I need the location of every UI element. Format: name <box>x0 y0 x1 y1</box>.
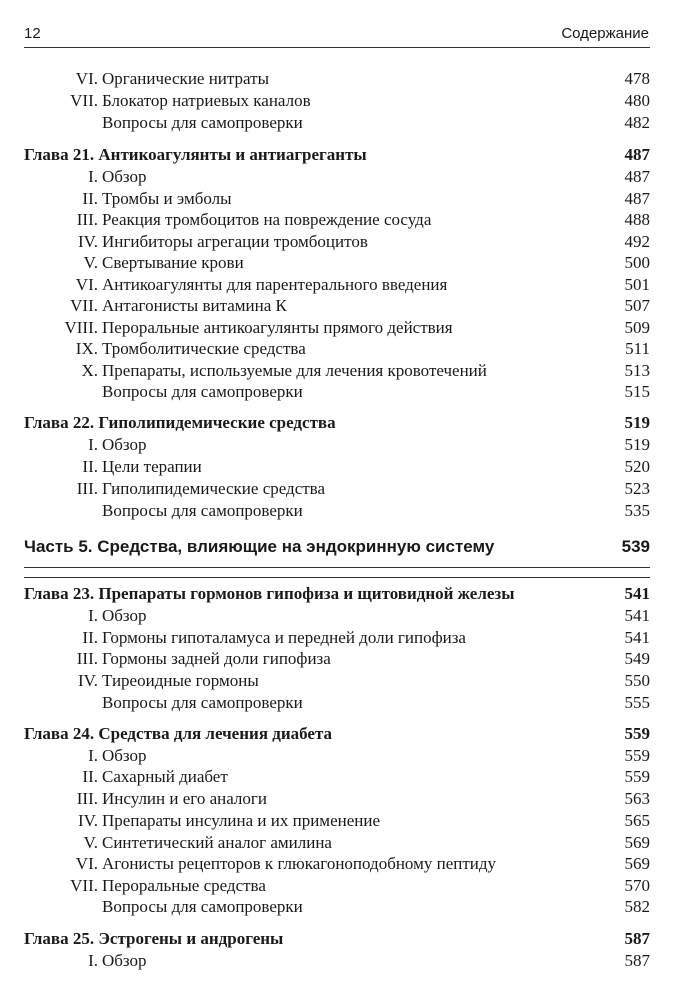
toc-page-number: 559 <box>624 767 650 786</box>
toc-item-number: VII. <box>70 296 98 315</box>
toc-page-number: 587 <box>624 951 650 970</box>
toc-page-number: 488 <box>624 210 650 229</box>
toc-item <box>24 810 650 832</box>
toc-page-number: 539 <box>621 537 650 556</box>
toc-item <box>24 788 650 810</box>
toc-page-number: 569 <box>624 833 650 852</box>
toc-entry-title: Тромбы и эмболы <box>102 189 232 208</box>
toc-entry-title: Гормоны задней доли гипофиза <box>102 649 331 668</box>
toc-page-number: 541 <box>624 606 650 625</box>
toc-entry-title: Вопросы для самопроверки <box>102 113 303 132</box>
toc-item-number: II. <box>82 457 98 476</box>
toc-page-number: 549 <box>624 649 650 668</box>
toc-item-number: V. <box>83 253 98 272</box>
toc-entry-title: Пероральные средства <box>102 876 266 895</box>
toc-item <box>24 832 650 854</box>
toc-entry-title: Свертывание крови <box>102 253 244 272</box>
toc-item-number: III. <box>76 210 98 229</box>
toc-item <box>24 456 650 478</box>
toc-item-number: IX. <box>75 339 98 358</box>
toc-page-number: 478 <box>624 69 650 88</box>
toc-item-number: I. <box>88 435 98 454</box>
toc-item-number: I. <box>88 951 98 970</box>
toc-page-number: 550 <box>624 671 650 690</box>
toc-entry-title: Реакция тромбоцитов на повреждение сосуда <box>102 210 432 229</box>
toc-item-number: I. <box>88 606 98 625</box>
toc-item-number: III. <box>76 649 98 668</box>
toc-entry-title: Гормоны гипоталамуса и передней доли гипофиза <box>102 628 466 647</box>
toc-entry-title: Глава 25. Эстрогены и андрогены <box>24 929 284 948</box>
toc-part <box>24 536 650 558</box>
toc-entry-title: Блокатор натриевых каналов <box>102 91 311 110</box>
toc-entry-title: Вопросы для самопроверки <box>102 382 303 401</box>
toc-page-number: 500 <box>624 253 650 272</box>
toc-page-number: 520 <box>624 457 650 476</box>
toc-item-number: II. <box>82 767 98 786</box>
toc-entry-title: Вопросы для самопроверки <box>102 693 303 712</box>
toc-page-number: 582 <box>624 897 650 916</box>
toc-page-number: 523 <box>624 479 650 498</box>
header-rule <box>24 47 650 48</box>
toc-chapter <box>24 723 650 745</box>
toc-item <box>24 252 650 274</box>
toc-item <box>24 274 650 296</box>
toc-entry-title: Вопросы для самопроверки <box>102 897 303 916</box>
toc-item <box>24 692 650 714</box>
toc-item <box>24 627 650 649</box>
toc-entry-title: Ингибиторы агрегации тромбоцитов <box>102 232 368 251</box>
toc-page-number: 509 <box>624 318 650 337</box>
toc-page-number: 513 <box>624 361 650 380</box>
toc-item-number: III. <box>76 789 98 808</box>
toc-item <box>24 875 650 897</box>
toc-entry-title: Глава 22. Гиполипидемические средства <box>24 413 336 432</box>
toc-page-number: 507 <box>624 296 650 315</box>
toc-item-number: III. <box>76 479 98 498</box>
toc-item-number: IV. <box>78 811 98 830</box>
toc-item-number: X. <box>81 361 98 380</box>
toc-item <box>24 317 650 339</box>
toc-entry-title: Сахарный диабет <box>102 767 228 786</box>
part-rule-top <box>24 567 650 568</box>
toc-item <box>24 950 650 972</box>
toc-item-number: V. <box>83 833 98 852</box>
toc-entry-title: Антикоагулянты для парентерального введения <box>102 275 448 294</box>
toc-page-number: 487 <box>624 189 650 208</box>
toc-entry-title: Препараты, используемые для лечения кровотечений <box>102 361 487 380</box>
toc-entry-title: Агонисты рецепторов к глюкагоноподобному пептиду <box>102 854 497 873</box>
toc-item <box>24 188 650 210</box>
toc-item <box>24 90 650 112</box>
toc-page-number: 569 <box>624 854 650 873</box>
toc-page-number: 511 <box>625 339 650 358</box>
toc-entry-title: Обзор <box>102 435 147 454</box>
toc-entry-title: Синтетический аналог амилина <box>102 833 332 852</box>
toc-page-number: 515 <box>624 382 650 401</box>
toc-item <box>24 112 650 134</box>
toc-page-number: 519 <box>624 413 650 432</box>
page-number: 12 <box>24 25 41 42</box>
toc-item <box>24 360 650 382</box>
toc-entry-title: Глава 24. Средства для лечения диабета <box>24 724 333 743</box>
toc-item <box>24 500 650 522</box>
toc-item <box>24 381 650 403</box>
toc-entry-title: Антагонисты витамина К <box>102 296 287 315</box>
toc-page-number: 487 <box>624 167 650 186</box>
toc-entry-title: Органические нитраты <box>102 69 269 88</box>
toc-item <box>24 648 650 670</box>
toc-item-number: I. <box>88 167 98 186</box>
toc-entry-title: Часть 5. Средства, влияющие на эндокринную систему <box>24 537 495 556</box>
toc-item-number: VI. <box>75 854 98 873</box>
toc-page-number: 501 <box>624 275 650 294</box>
toc-item <box>24 478 650 500</box>
toc-item-number: IV. <box>78 671 98 690</box>
toc-page-number: 492 <box>624 232 650 251</box>
toc-item <box>24 68 650 90</box>
toc-entry-title: Тиреоидные гормоны <box>102 671 259 690</box>
toc-page-number: 482 <box>624 113 650 132</box>
toc-chapter <box>24 144 650 166</box>
toc-page-number: 587 <box>624 929 650 948</box>
part-rule-bottom <box>24 577 650 578</box>
toc-page-number: 541 <box>624 628 650 647</box>
toc-item <box>24 209 650 231</box>
toc-item-number: II. <box>82 628 98 647</box>
toc-entry-title: Глава 21. Антикоагулянты и антиагреганты <box>24 145 367 164</box>
toc-item <box>24 434 650 456</box>
toc-page-number: 519 <box>624 435 650 454</box>
toc-page-number: 565 <box>624 811 650 830</box>
toc-item-number: VII. <box>70 876 98 895</box>
toc-page-number: 480 <box>624 91 650 110</box>
toc-entry-title: Обзор <box>102 951 147 970</box>
toc-item-number: VIII. <box>64 318 98 337</box>
toc-entry-title: Препараты инсулина и их применение <box>102 811 380 830</box>
toc-page-number: 559 <box>624 746 650 765</box>
toc-page-number: 535 <box>624 501 650 520</box>
toc-item <box>24 853 650 875</box>
toc-entry-title: Пероральные антикоагулянты прямого действия <box>102 318 453 337</box>
toc-item-number: I. <box>88 746 98 765</box>
toc-entry-title: Обзор <box>102 746 147 765</box>
running-header-title: Содержание <box>561 25 649 42</box>
toc-item-number: VI. <box>75 69 98 88</box>
toc-entry-title: Обзор <box>102 606 147 625</box>
toc-entry-title: Гиполипидемические средства <box>102 479 326 498</box>
toc-item <box>24 295 650 317</box>
toc-item-number: II. <box>82 189 98 208</box>
toc-item <box>24 166 650 188</box>
toc-chapter <box>24 928 650 950</box>
toc-entry-title: Вопросы для самопроверки <box>102 501 303 520</box>
toc-entry-title: Глава 23. Препараты гормонов гипофиза и щитовидной железы <box>24 584 515 603</box>
toc-entry-title: Тромболитические средства <box>102 339 306 358</box>
toc-item-number: IV. <box>78 232 98 251</box>
toc-item <box>24 745 650 767</box>
toc-page-number: 559 <box>624 724 650 743</box>
toc-page-number: 541 <box>624 584 650 603</box>
toc-item <box>24 231 650 253</box>
toc-item-number: VI. <box>75 275 98 294</box>
toc-page-number: 487 <box>624 145 650 164</box>
toc-chapter <box>24 583 650 605</box>
toc-item <box>24 670 650 692</box>
toc-item <box>24 605 650 627</box>
toc-item <box>24 896 650 918</box>
toc-entry-title: Цели терапии <box>102 457 202 476</box>
toc-page-number: 563 <box>624 789 650 808</box>
toc-chapter <box>24 412 650 434</box>
toc-page-number: 570 <box>624 876 650 895</box>
toc-item <box>24 338 650 360</box>
toc-entry-title: Обзор <box>102 167 147 186</box>
toc-page-number: 555 <box>624 693 650 712</box>
toc-item <box>24 766 650 788</box>
toc-entry-title: Инсулин и его аналоги <box>102 789 267 808</box>
toc-item-number: VII. <box>70 91 98 110</box>
